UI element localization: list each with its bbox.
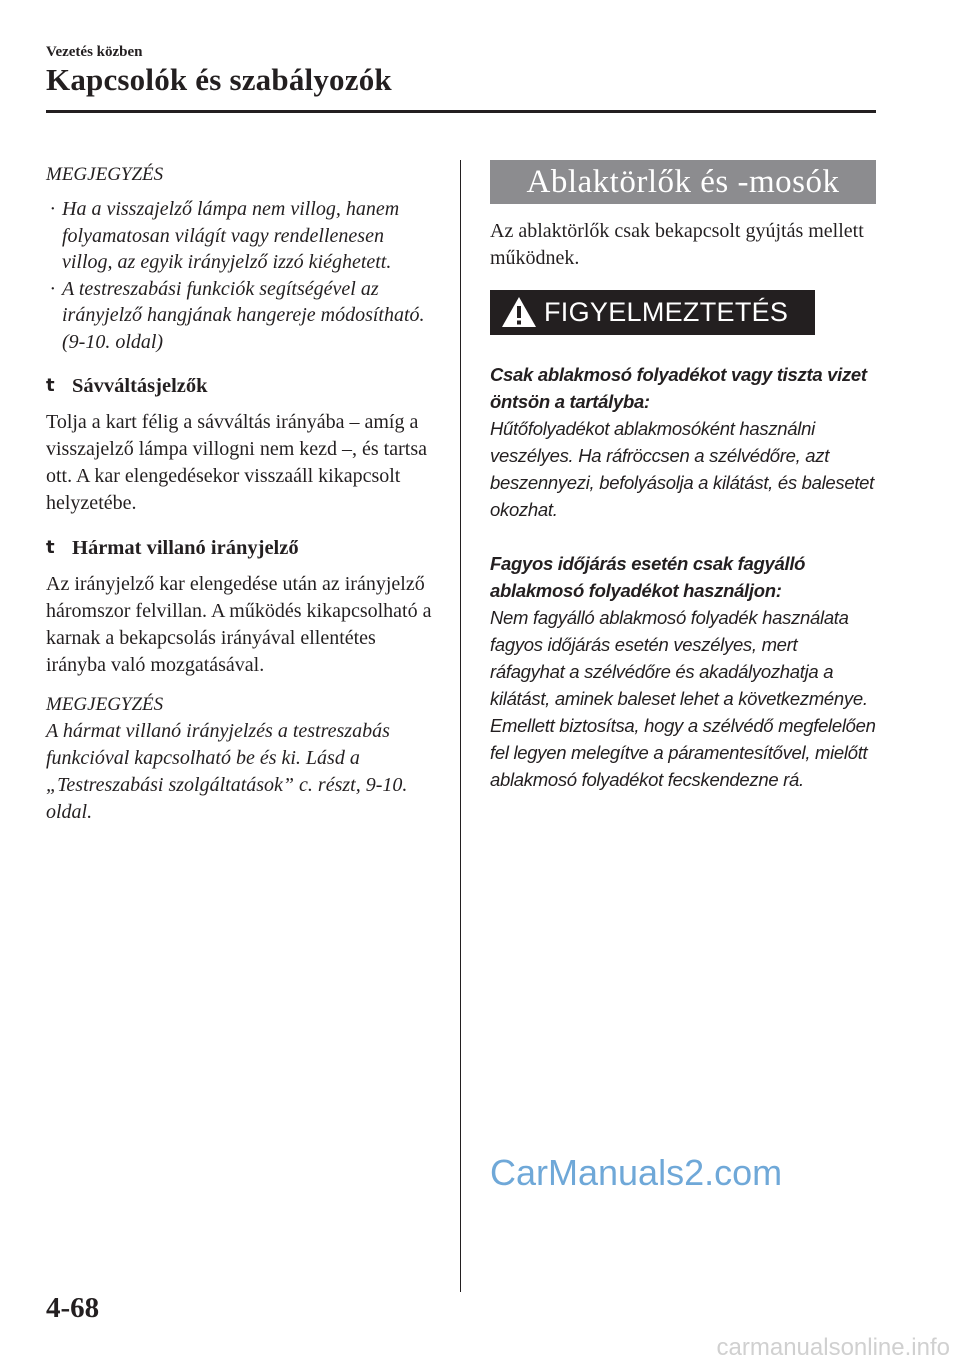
note-heading: MEGJEGYZÉS: [46, 164, 164, 185]
chapter-title: Kapcsolók és szabályozók: [46, 62, 392, 97]
note-list: [46, 196, 438, 355]
right-column: [490, 160, 876, 793]
section-marker-icon: t: [46, 537, 55, 558]
subheading-lane-change: [46, 373, 438, 399]
footer-site-watermark: carmanualsonline.info: [716, 1334, 950, 1361]
subheading-text: Sávváltásjelzők: [72, 375, 208, 397]
warning-heading: Fagyos időjárás esetén csak fagyálló ablakmosó folyadékot használjon:: [490, 553, 806, 601]
section-marker-icon: t: [46, 375, 55, 396]
warning-triangle-icon: [500, 295, 538, 329]
column-divider: [460, 160, 461, 1292]
page-number: 4-68: [46, 1292, 100, 1324]
note-heading: MEGJEGYZÉS: [46, 694, 164, 715]
note-item-text: A testreszabási funkciók segítségével az irányjelző hangjának hangereje módosítható. (9-10. oldal): [62, 277, 425, 353]
warning-paragraph: Hűtőfolyadékot ablakmosóként használni veszélyes. Ha ráfröccsen a szélvédőre, azt beszennyezi, befolyásolja a kilátást, és balesetet okozhat.: [490, 418, 875, 520]
subheading-triple-flash: [46, 535, 438, 561]
note-item-text: Ha a visszajelző lámpa nem villog, hanem folyamatosan világít vagy rendellenesen villog, az egyik irányjelző izzó kiéghetett.: [62, 198, 400, 273]
note-text: A hármat villanó irányjelzés a testreszabás funkcióval kapcsolható be és ki. Lásd a „Testreszabási szolgáltatások” c. részt, 9-10. oldal.: [46, 720, 408, 823]
watermark: CarManuals2.com: [490, 1152, 783, 1193]
left-column: [46, 162, 438, 826]
header-rule: [46, 110, 876, 113]
warning-paragraph: Nem fagyálló ablakmosó folyadék használata fagyos időjárás esetén veszélyes, mert ráfagyhat a szélvédőre és akadályozhatja a kilátást, aminek baleset lehet a következménye. Emellett biztosítsa, hogy a szélvédő megfelelően fel legyen melegítve a páramentesítővel, mielőtt ablakmosó folyadékot fecskendezne rá.: [490, 607, 876, 790]
warning-banner: [490, 290, 815, 335]
warning-heading: Csak ablakmosó folyadékot vagy tiszta vizet öntsön a tartályba:: [490, 364, 867, 412]
note-item: · A testreszabási funkciók segítségével az irányjelző hangjának hangereje módosítható. (9-10. oldal): [50, 277, 425, 353]
warning-text: [490, 361, 876, 793]
paragraph-lane-change: Tolja a kart félig a sávváltás irányába – amíg a visszajelző lámpa villogni nem kezd –, és tartsa ott. A kar elengedésekor visszaáll kikapcsolt helyzetébe.: [46, 411, 427, 514]
warning-label: FIGYELMEZTETÉS: [544, 297, 789, 327]
section-banner: Ablaktörlők és -mosók: [490, 160, 876, 204]
note-block: [46, 691, 438, 826]
section-label: Vezetés közben: [46, 44, 143, 60]
intro-paragraph: Az ablaktörlők csak bekapcsolt gyújtás mellett működnek.: [490, 220, 864, 269]
note-item: · Ha a visszajelző lámpa nem villog, hanem folyamatosan világít vagy rendellenesen villog, az egyik irányjelző izzó kiéghetett.: [50, 198, 400, 273]
subheading-text: Hármat villanó irányjelző: [72, 537, 299, 559]
paragraph-triple-flash: Az irányjelző kar elengedése után az irányjelző háromszor felvillan. A működés kikapcsolható a karnak a bekapcsolás irányával ellentétes irányba való mozgatásával.: [46, 573, 432, 676]
